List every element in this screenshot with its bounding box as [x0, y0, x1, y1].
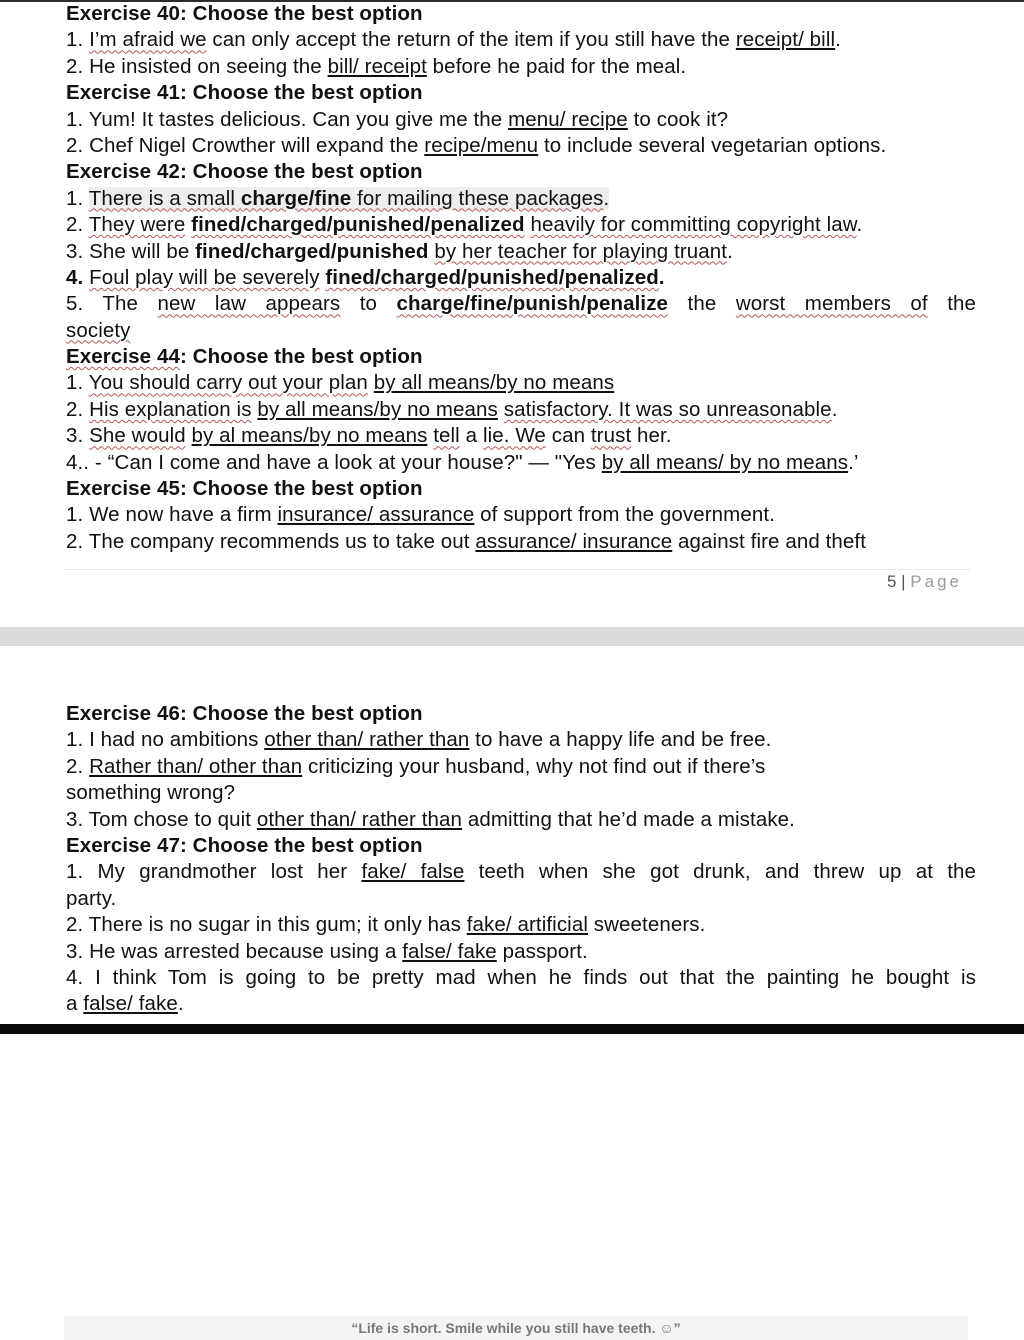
- answer-choice: fined/charged/punished/penalized: [325, 265, 659, 289]
- line-text: can: [545, 424, 591, 448]
- exercise-heading: [66, 833, 976, 859]
- answer-choice: fake/ artificial: [466, 913, 588, 937]
- bottom-bar: [0, 1024, 1024, 1034]
- document-page-5: [0, 0, 1024, 627]
- exercise-line: [66, 133, 976, 159]
- line-text: .: [835, 28, 841, 52]
- answer-choice: menu/ recipe: [508, 107, 628, 131]
- line-text: heavily for committing copyright law: [530, 213, 857, 237]
- exercise-line: [66, 27, 976, 53]
- line-text: 1. Yum! It tastes delicious. Can you give me the: [66, 107, 509, 131]
- line-text: a: [66, 992, 84, 1016]
- line-text: 1. We now have a firm: [66, 503, 278, 527]
- exercise-line: [66, 291, 976, 317]
- line-text: can only accept the return of the item if you still have the: [206, 28, 736, 52]
- page-word: Page: [910, 572, 962, 591]
- line-text: against fire and theft: [672, 529, 867, 553]
- line-text: for mailing these packages: [351, 186, 604, 210]
- answer-choice: Rather than/ other than: [89, 754, 303, 778]
- exercise-line: [66, 529, 976, 555]
- answer-choice: by all means/ by no means: [601, 450, 849, 474]
- line-text: His explanation is: [89, 397, 252, 421]
- exercise-line: [66, 423, 976, 449]
- line-text: There is a small: [88, 186, 241, 210]
- exercise-line: [66, 886, 976, 912]
- line-text: You should carry out your plan: [88, 371, 368, 395]
- exercise-line: [66, 212, 976, 238]
- line-text: .: [603, 186, 610, 210]
- line-text: criticizing your husband, why not find out if there’s: [302, 754, 766, 778]
- line-text: .: [831, 397, 838, 421]
- footer-rule: [64, 569, 970, 570]
- exercise-heading: [66, 80, 976, 106]
- line-text: 1. I had no ambitions: [66, 728, 265, 752]
- exercise-line: [66, 780, 976, 806]
- line-text: 2. The company recommends us to take out: [66, 529, 476, 553]
- answer-choice: fined/charged/punished/penalized: [191, 213, 525, 237]
- exercise-line: [66, 991, 976, 1017]
- line-text: admitting that he’d made a mistake.: [462, 807, 795, 831]
- page-5-body: [66, 1, 976, 555]
- line-text: Foul play will be severely: [89, 265, 320, 289]
- answer-choice: other than/ rather than: [256, 807, 463, 831]
- line-text: passport.: [496, 939, 588, 963]
- line-text: 3.: [66, 424, 90, 448]
- answer-choice: by al means/by no means: [191, 424, 428, 448]
- line-text: 5. The: [66, 292, 158, 316]
- line-text: tell: [433, 424, 460, 448]
- line-text: 1.: [66, 371, 89, 395]
- answer-choice: fined/charged/punished: [195, 239, 429, 263]
- line-text: 4.. - “Can I come and have a look at your house?" — "Yes: [66, 450, 602, 474]
- line-text: 2. There is no sugar in this gum; it only has: [66, 913, 467, 937]
- line-text: 2.: [66, 397, 90, 421]
- answer-choice: assurance/ insurance: [475, 529, 673, 553]
- line-text: new law appears: [157, 292, 341, 316]
- line-text: .’: [848, 450, 859, 474]
- answer-choice: false/ fake: [402, 939, 497, 963]
- line-text: something wrong?: [66, 781, 236, 805]
- line-text: a: [459, 424, 483, 448]
- line-text: the: [668, 292, 736, 316]
- line-text: .: [727, 239, 733, 263]
- header-quote: “Life is short. Smile while you still have teeth. ☺”: [64, 1316, 968, 1340]
- line-text: 2. Chef Nigel Crowther will expand the: [66, 133, 425, 157]
- line-text: 3. Tom chose to quit: [66, 807, 257, 831]
- answer-choice: .: [658, 265, 665, 289]
- line-text: 2.: [66, 754, 90, 778]
- line-text: They were: [88, 213, 186, 237]
- exercise-line: [66, 502, 976, 528]
- line-text: to cook it?: [627, 107, 729, 131]
- line-text: satisfactory. It was so unreasonable: [503, 397, 832, 421]
- line-text: Exercise 40: Choose the best option: [66, 2, 423, 25]
- line-text: to include several vegetarian options.: [538, 133, 887, 157]
- line-text: 4. I think Tom is going to be pretty mad when he finds out that the painting he bought is: [66, 965, 976, 989]
- exercise-line: [66, 754, 976, 780]
- exercise-line: [66, 939, 976, 965]
- page-number-footer: [887, 572, 962, 592]
- line-text: 3. She will be: [66, 239, 196, 263]
- line-text: 1. My grandmother lost her: [66, 860, 362, 884]
- answer-choice: receipt/ bill: [735, 28, 836, 52]
- line-text: : Choose the best option: [179, 345, 423, 369]
- exercise-line: [66, 54, 976, 80]
- exercise-heading: [66, 344, 976, 370]
- line-text: trust: [590, 424, 632, 448]
- exercise-line: [66, 727, 976, 753]
- answer-choice: by all means/by no means: [257, 397, 498, 421]
- exercise-line: [66, 370, 976, 396]
- line-text: the: [927, 292, 977, 316]
- line-text: Exercise 42: Choose the best option: [66, 160, 423, 184]
- line-text: .: [177, 992, 184, 1016]
- answer-choice: 4.: [66, 265, 90, 289]
- page-6-body: [66, 701, 976, 1018]
- line-text: lie. We: [482, 424, 546, 448]
- line-text: Exercise 47: Choose the best option: [66, 833, 423, 857]
- answer-choice: fake/ false: [361, 860, 465, 884]
- line-text: worst members of: [735, 292, 928, 316]
- exercise-line: [66, 912, 976, 938]
- answer-choice: insurance/ assurance: [277, 503, 475, 527]
- line-text: sweeteners.: [588, 913, 706, 937]
- exercise-line: [66, 807, 976, 833]
- exercise-line: [66, 450, 976, 476]
- line-text: to: [340, 292, 397, 316]
- line-text: her.: [631, 424, 672, 448]
- page-number-separator: |: [901, 572, 906, 591]
- answer-choice: recipe/menu: [424, 133, 539, 157]
- line-text: I’m afraid we: [89, 28, 207, 52]
- answer-choice: charge/fine: [240, 186, 352, 210]
- line-text: party.: [66, 886, 117, 910]
- line-text: before he paid for the meal.: [426, 54, 687, 78]
- exercise-line: [66, 186, 976, 212]
- line-text: teeth when she got drunk, and threw up at the: [464, 860, 976, 884]
- exercise-line: [66, 107, 976, 133]
- line-text: 3. He was arrested because using a: [66, 939, 403, 963]
- line-text: Exercise 45: Choose the best option: [66, 477, 423, 501]
- line-text: Exercise 44: [66, 345, 180, 369]
- line-text: .: [856, 213, 863, 237]
- exercise-line: [66, 239, 976, 265]
- line-text: Exercise 41: Choose the best option: [66, 81, 423, 105]
- exercise-line: [66, 859, 976, 885]
- exercise-line: [66, 318, 976, 344]
- answer-choice: false/ fake: [83, 992, 178, 1016]
- line-text: 1.: [66, 28, 90, 52]
- exercise-heading: [66, 701, 976, 727]
- line-text: 2. He insisted on seeing the: [66, 54, 328, 78]
- line-text: 1.: [66, 186, 89, 210]
- answer-choice: bill/ receipt: [327, 54, 427, 78]
- exercise-line: [66, 965, 976, 991]
- line-text: society: [66, 318, 131, 342]
- answer-choice: charge/fine/punish/penalize: [396, 292, 669, 316]
- answer-choice: by all means/by no means: [373, 371, 615, 395]
- line-text: Exercise 46: Choose the best option: [66, 702, 423, 725]
- line-text: to have a happy life and be free.: [469, 728, 772, 752]
- line-text: She would: [89, 424, 186, 448]
- line-text: 2.: [66, 213, 89, 237]
- line-text: by her teacher for playing truant: [434, 239, 728, 263]
- exercise-line: [66, 265, 976, 291]
- page-number: 5: [886, 572, 897, 591]
- exercise-heading: [66, 1, 976, 27]
- exercise-heading: [66, 476, 976, 502]
- line-text: of support from the government.: [474, 503, 775, 527]
- page-gap: [0, 627, 1024, 646]
- answer-choice: other than/ rather than: [264, 728, 470, 752]
- exercise-heading: [66, 159, 976, 185]
- exercise-line: [66, 397, 976, 423]
